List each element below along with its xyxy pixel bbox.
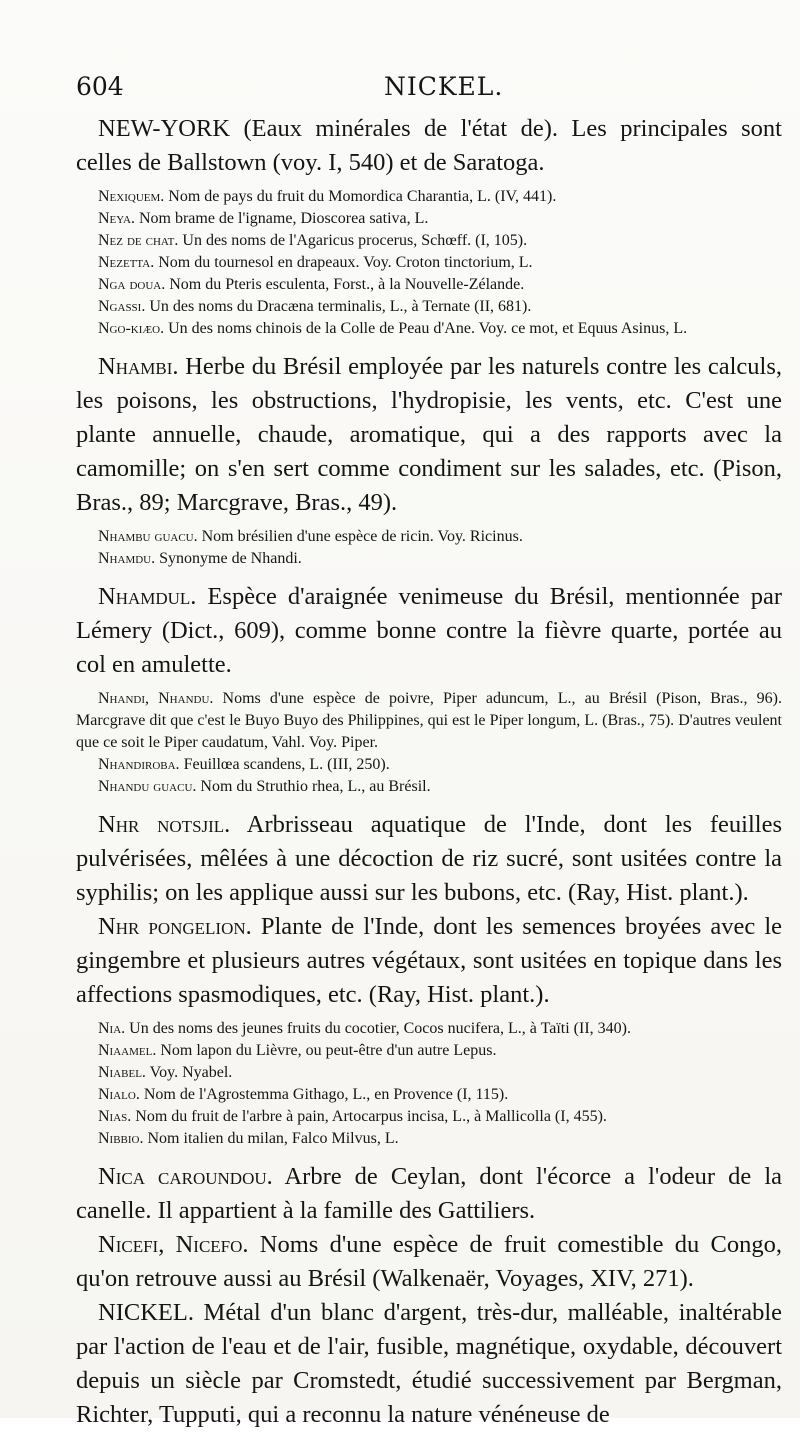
- headword: Nhandiroba.: [98, 756, 180, 773]
- definition: Arbrisseau aquatique de l'Inde, dont les feuilles pulvérisées, mêlées à une décoction de riz sucré, sont usitées contre la syphilis; on les applique aussi sur les bubons, etc. (Ray, Hist. plant.).: [76, 811, 782, 906]
- definition: Nom du Pteris esculenta, Forst., à la Nouvelle-Zélande.: [165, 276, 525, 293]
- entry-nica-caroundou: [76, 1160, 782, 1228]
- entry-nialo: [76, 1084, 782, 1106]
- headword: Nhambi.: [98, 353, 179, 380]
- definition: Un des noms chinois de la Colle de Peau d'Ane. Voy. ce mot, et Equus Asinus, L.: [164, 320, 688, 337]
- definition: Noms d'une espèce de poivre, Piper aduncum, L., au Brésil (Pison, Bras., 96). Marcgrave dit que c'est le Buyo Buyo des Philippines, qui est le Piper longum, L. (Bras., 75). D'autres veulent que ce soit le Piper caudatum, Vahl. Voy. Piper.: [76, 690, 782, 751]
- headword: Nhambu guacu.: [98, 528, 198, 545]
- headword: Nhr notsjil.: [98, 811, 231, 838]
- entry-nhr-pongelion: [76, 910, 782, 1012]
- entries-column: [76, 112, 782, 1432]
- entry-ngo-kiaeo: [76, 318, 782, 340]
- definition: Herbe du Brésil employée par les naturels contre les calculs, les poisons, les obstructions, l'hydropisie, les vents, etc. C'est une plante annuelle, chaude, aromatique, qui a des rapports avec la camomille; on s'en sert comme condiment sur les salades, etc. (Pison, Bras., 89; Marcgrave, Bras., 49).: [76, 353, 782, 516]
- page-header: [76, 72, 782, 108]
- entry-nhambu-guacu: [76, 526, 782, 548]
- headword: Nga doua.: [98, 276, 166, 293]
- entry-nias: [76, 1106, 782, 1128]
- headword: Nez de chat.: [98, 232, 179, 249]
- headword: Neya.: [98, 210, 135, 227]
- headword: Nicefi, Nicefo.: [98, 1231, 249, 1258]
- entry-nhandu-guacu: [76, 776, 782, 798]
- definition: Arbre de Ceylan, dont l'écorce a l'odeur de la canelle. Il appartient à la famille des Gattiliers.: [76, 1163, 782, 1224]
- headword: Nibbio.: [98, 1130, 144, 1147]
- headword: Niabel.: [98, 1064, 146, 1081]
- definition: Espèce d'araignée venimeuse du Brésil, mentionnée par Lémery (Dict., 609), comme bonne contre la fièvre quarte, portée au col en amulette.: [76, 583, 782, 678]
- entry-nibbio: [76, 1128, 782, 1150]
- entry-nicefi: [76, 1228, 782, 1296]
- definition: Un des noms de l'Agaricus procerus, Schœff. (I, 105).: [178, 232, 528, 249]
- definition: Synonyme de Nhandi.: [155, 550, 302, 567]
- headword: Nhandi, Nhandu.: [98, 690, 214, 707]
- headword: Nias.: [98, 1108, 132, 1125]
- entry-niaamel: [76, 1040, 782, 1062]
- headword: Nezetta.: [98, 254, 155, 271]
- definition: Nom du Struthio rhea, L., au Brésil.: [196, 778, 431, 795]
- definition: Nom lapon du Lièvre, ou peut-être d'un autre Lepus.: [156, 1042, 497, 1059]
- definition: Nom du fruit de l'arbre à pain, Artocarpus incisa, L., à Mallicolla (I, 455).: [131, 1108, 607, 1125]
- definition: Nom brame de l'igname, Dioscorea sativa, L.: [134, 210, 429, 227]
- headword: Niaamel.: [98, 1042, 157, 1059]
- entry-nezetta: [76, 252, 782, 274]
- entry-nexiquem: [76, 186, 782, 208]
- running-title: NICKEL.: [384, 72, 504, 101]
- headword: NICKEL.: [98, 1299, 194, 1326]
- page-number: 604: [76, 72, 124, 101]
- definition: Nom italien du milan, Falco Milvus, L.: [143, 1130, 399, 1147]
- definition: Nom du tournesol en drapeaux. Voy. Croton tinctorium, L.: [154, 254, 533, 271]
- entry-new-york: [76, 112, 782, 180]
- entry-niabel: [76, 1062, 782, 1084]
- definition: Voy. Nyabel.: [145, 1064, 233, 1081]
- headword: Nialo.: [98, 1086, 140, 1103]
- headword: Nhandu guacu.: [98, 778, 197, 795]
- entry-nickel: [76, 1296, 782, 1432]
- definition: (Eaux minérales de l'état de). Les principales sont celles de Ballstown (voy. I, 540) et de Saratoga.: [76, 115, 782, 176]
- definition: Un des noms des jeunes fruits du cocotier, Cocos nucifera, L., à Taïti (II, 340).: [125, 1020, 631, 1037]
- headword: Nhamdul.: [98, 583, 197, 610]
- definition: Métal d'un blanc d'argent, très-dur, malléable, inaltérable par l'action de l'eau et de l'air, fusible, magnétique, oxydable, découvert depuis un siècle par Cromstedt, étudié successivement par Bergman, Richter, Tupputi, qui a reconnu la nature vénéneuse de: [76, 1299, 782, 1428]
- entry-nia: [76, 1018, 782, 1040]
- definition: Un des noms du Dracæna terminalis, L., à Ternate (II, 681).: [145, 298, 532, 315]
- definition: Nom de l'Agrostemma Githago, L., en Provence (I, 115).: [139, 1086, 509, 1103]
- entry-neya: [76, 208, 782, 230]
- entry-nhamdu: [76, 548, 782, 570]
- definition: Noms d'une espèce de fruit comestible du Congo, qu'on retrouve aussi au Brésil (Walkenaër, Voyages, XIV, 271).: [76, 1231, 782, 1292]
- headword: Nhamdu.: [98, 550, 156, 567]
- definition: Nom brésilien d'une espèce de ricin. Voy. Ricinus.: [197, 528, 523, 545]
- entry-nga-doua: [76, 274, 782, 296]
- headword: Ngo-kiæo.: [98, 320, 165, 337]
- entry-ngassi: [76, 296, 782, 318]
- definition: Nom de pays du fruit du Momordica Charantia, L. (IV, 441).: [164, 188, 557, 205]
- definition: Plante de l'Inde, dont les semences broyées avec le gingembre et plusieurs autres végétaux, sont usitées en topique dans les affections spasmodiques, etc. (Ray, Hist. plant.).: [76, 913, 783, 1008]
- entry-nhr-notsjil: [76, 808, 782, 910]
- headword: Nia.: [98, 1020, 126, 1037]
- entry-nez-de-chat: [76, 230, 782, 252]
- entry-nhambi: [76, 350, 782, 520]
- headword: NEW-YORK: [98, 115, 231, 142]
- entry-nhandiroba: [76, 754, 782, 776]
- headword: Ngassi.: [98, 298, 146, 315]
- headword: Nica caroundou.: [98, 1163, 273, 1190]
- entry-nhandi: [76, 688, 782, 754]
- headword: Nexiquem.: [98, 188, 165, 205]
- entry-nhamdul: [76, 580, 782, 682]
- headword: Nhr pongelion.: [98, 913, 252, 940]
- definition: Feuillœa scandens, L. (III, 250).: [179, 756, 390, 773]
